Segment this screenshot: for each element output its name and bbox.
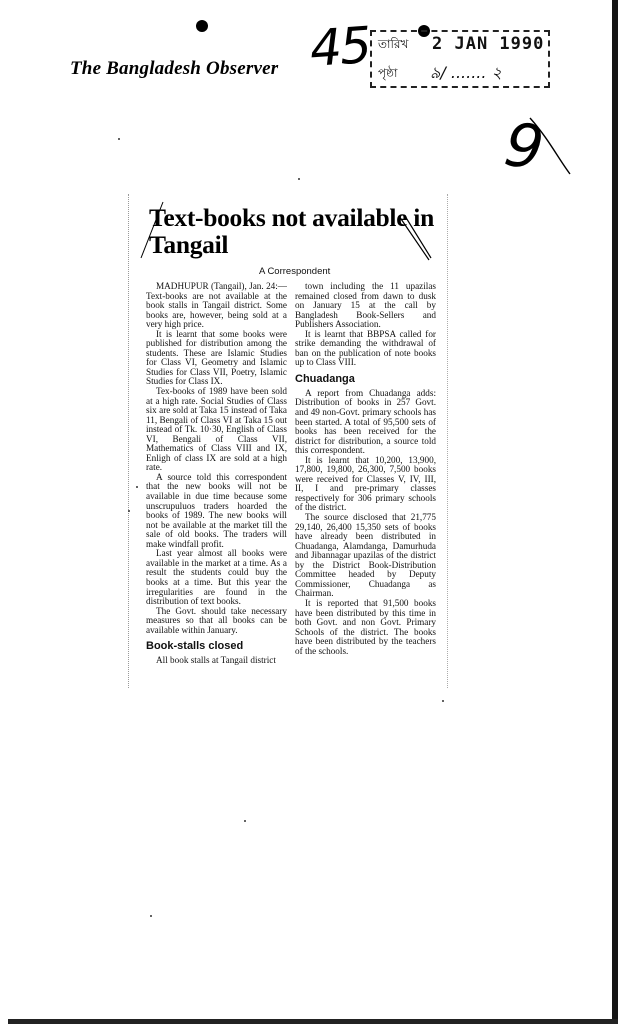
stamp-date-prefix: তারিখ (378, 37, 409, 51)
article-byline: A Correspondent (259, 266, 331, 277)
article-paragraph: It is reported that 91,500 books have been distributed by this time in both Govt. and non Govt. Primary Schools of the district. The books have been distributed by the teachers of the schools. (295, 597, 436, 656)
article-paragraph: All book stalls at Tangail district (156, 655, 276, 666)
article-paragraph: It is learnt that some books were published for distribution among the students. These are Islamic Studies for Class VI, Geometry and Islamic Studies for Class VII, Poetry, Islamic Studies for Class IX. (146, 328, 287, 387)
article-paragraph: A source told this correspondent that the new books will not be available in due time because some unscrupuluos traders hoarded the books of 1989. The new books will not be available at the market till the sale of old books. The traders will make windfall profit. (146, 471, 287, 549)
check-mark-icon (528, 108, 578, 178)
date-stamp (370, 30, 550, 88)
article-paragraph: Tex-books of 1989 have been sold at a high rate. Social Studies of Class six are sold at Taka 15 instead of Taka 11, Bengali of Class VI at Taka 15 out instead of Tk. 10·30, English of Class VI, Bengali of Class VII, Mathematics of Class VIII and IX, Enligh of class IX are sold at a high rate. (146, 386, 287, 473)
stamp-date: 2 JAN 1990 (432, 34, 545, 54)
article-column-right (295, 282, 436, 656)
handwritten-page-number: 45 (308, 15, 372, 79)
article-paragraph: The source disclosed that 21,775 29,140, 26,400 15,350 sets of books have already been distributed in Chuadanga, Alamdanga, Damurhuda and Jibannagar upazilas of the district by the District Book-Distribution Committee headed by Deputy Commissioner, Chuadanga as Chairman. (295, 512, 436, 599)
scan-edge-bottom (8, 1019, 618, 1024)
article-paragraph: MADHUPUR (Tangail), Jan. 24:—Text-books are not available at the book stalls in Tangail district. Some books are, however, being sold at a very high price. (146, 281, 287, 330)
scan-speck (118, 138, 120, 140)
article-headline: Text-books not available in Tangail (149, 203, 434, 259)
scan-edge-right (612, 0, 618, 1024)
handwritten-mark: 9 (500, 109, 548, 185)
scan-speck (298, 178, 300, 180)
scan-speck (442, 700, 444, 702)
article-paragraph: A report from Chuadanga adds: Distribution of books in 257 Govt. and 49 non-Govt. primary schools has been started. A total of 95,500 sets of books has been received for the district for distribution, a source told this correspondent. (295, 387, 436, 456)
scan-speck (244, 820, 246, 822)
article-paragraph: It is learnt that BBPSA called for strike demanding the withdrawal of ban on the publication of note books up to Class VIII. (295, 328, 436, 368)
scan-speck (128, 510, 130, 512)
article-paragraph: town including the 11 upazilas remained closed from dawn to dusk on January 15 at the call by Bangladesh Book-Sellers and Publishers Association. (295, 281, 436, 330)
article-paragraph: It is learnt that 10,200, 13,900, 17,800, 19,800, 26,300, 7,500 books were received for Classes V, IV, III, II, I and pre-primary classes respectively for 306 primary schools of the district. (295, 454, 436, 513)
stamp-page-prefix: পৃষ্ঠা (378, 66, 398, 80)
section-heading: Book-stalls closed (146, 640, 244, 653)
section-heading: Chuadanga (295, 372, 355, 385)
stamp-page-hand: ৯/ ....... ২ (430, 63, 502, 82)
article-paragraph: Last year almost all books were available in the market at a time. As a result the students could buy the books at a time. But this year the irregularities are found in the distribution of text books. (146, 548, 287, 607)
punch-hole-left (196, 20, 208, 32)
newspaper-masthead: The Bangladesh Observer (70, 58, 279, 79)
scan-speck (136, 486, 138, 488)
newspaper-clipping (128, 194, 448, 688)
article-paragraph: The Govt. should take necessary measures so that all books can be available within January. (146, 605, 287, 635)
article-column-left (146, 282, 287, 666)
scan-speck (150, 915, 152, 917)
